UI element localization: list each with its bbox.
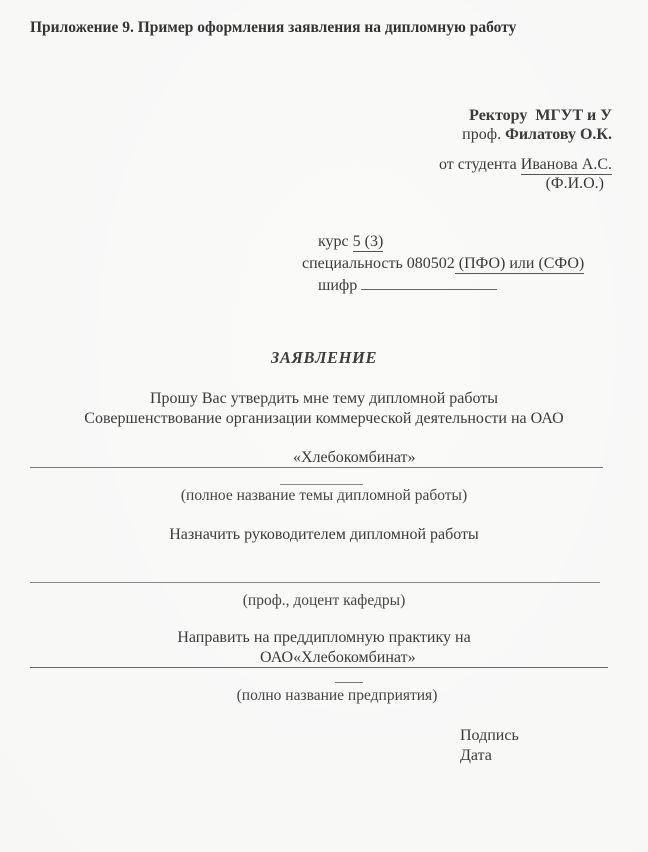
- topic-short-line: [280, 484, 363, 485]
- topic-caption: (полное название темы дипломной работы): [180, 487, 468, 504]
- date-label: Дата: [460, 747, 492, 764]
- specialty-line: [302, 253, 584, 275]
- supervisor-caption: (проф., доцент кафедры): [242, 592, 406, 609]
- fio-caption: (Ф.И.О.): [545, 175, 604, 192]
- spacer: [439, 144, 612, 155]
- request-paragraph: [0, 389, 648, 428]
- rector-line: Ректору МГУТ и У: [469, 107, 612, 124]
- practice-fill-line: [30, 645, 608, 668]
- prof-line: [439, 125, 612, 144]
- student-prefix: от студента: [439, 156, 521, 173]
- student-info-block: [302, 231, 584, 297]
- student-name: Иванова А.С.: [520, 156, 612, 173]
- course-value: 5 (3): [352, 233, 384, 250]
- topic-fill-line: [30, 444, 603, 468]
- practice-dash-line: [335, 682, 363, 683]
- request-line-2: Совершенствование организации коммерческой деятельности на ОАО: [84, 409, 564, 427]
- cipher-blank-line: [361, 276, 497, 290]
- prof-name: Филатову О.К.: [505, 126, 612, 143]
- course-line: [302, 231, 584, 253]
- appendix-header: Приложение 9. Пример оформления заявления на дипломную работу: [30, 19, 517, 36]
- course-label: курс: [318, 233, 353, 250]
- student-line: [439, 155, 612, 174]
- signature-label: Подпись: [460, 727, 519, 744]
- cipher-line: [302, 275, 584, 297]
- practice-value: ОАО«Хлебокомбинат»: [260, 649, 416, 666]
- specialty-label: специальность 080502: [302, 255, 455, 272]
- supervisor-request-line: Назначить руководителем дипломной работы: [169, 526, 479, 543]
- specialty-value: (ПФО) или (СФО): [454, 255, 585, 272]
- addressee-block: [439, 106, 612, 193]
- cipher-label: шифр: [318, 277, 362, 294]
- prof-prefix: проф.: [462, 126, 506, 143]
- application-title: ЗАЯВЛЕНИЕ: [270, 348, 378, 367]
- practice-request-line: Направить на преддипломную практику на: [177, 629, 471, 646]
- supervisor-fill-line: [30, 582, 600, 583]
- request-line-1: Прошу Вас утвердить мне тему дипломной работы: [149, 390, 499, 407]
- signature-block: [460, 726, 519, 766]
- practice-caption: (полно название предприятия): [236, 687, 438, 704]
- topic-value: «Хлебокомбинат»: [293, 449, 416, 466]
